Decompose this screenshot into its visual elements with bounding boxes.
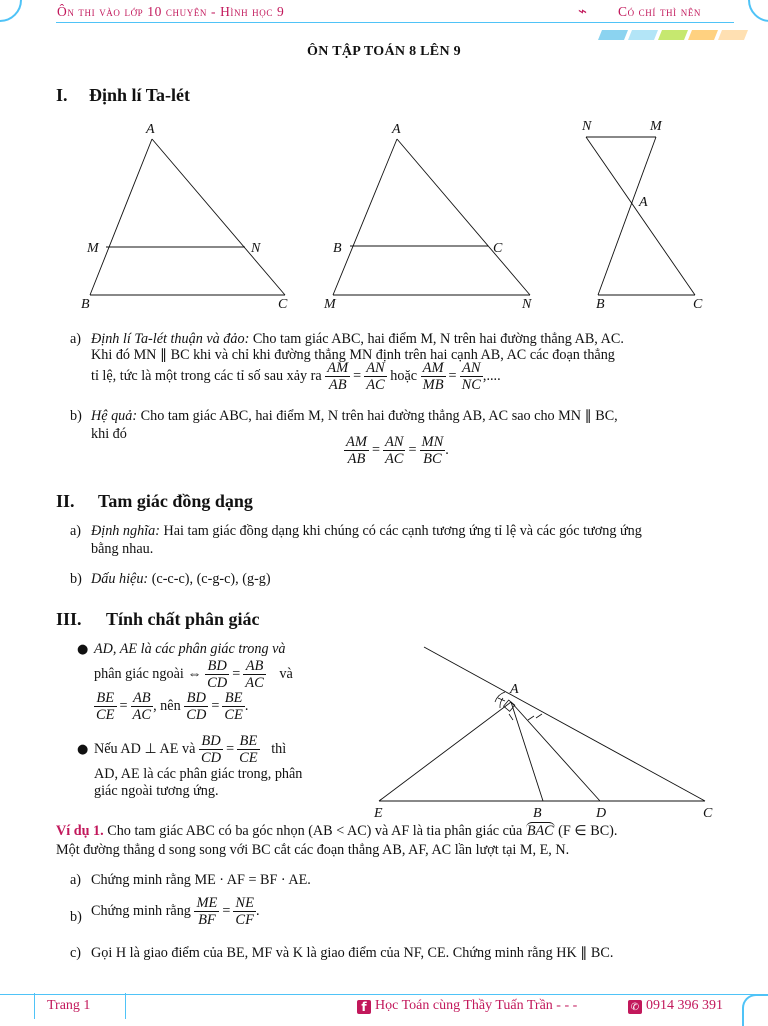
fraction-ab-ac: [243, 658, 266, 691]
definition-title: Định nghĩa:: [91, 523, 160, 539]
frac-den: AC: [384, 451, 404, 467]
frac-num: AN: [384, 434, 404, 450]
example1-item-b-label: b): [70, 909, 82, 925]
talet-figure-1: [81, 122, 288, 312]
fig1-label-A: A: [146, 122, 155, 137]
frac-num: AB: [131, 690, 154, 707]
frac-den: BF: [198, 912, 216, 928]
bisector-point1-line1: AD, AE là các phân giác trong và: [94, 641, 286, 657]
fig1-label-C: C: [278, 297, 288, 312]
fig2-label-B: B: [333, 241, 342, 256]
example1-item-a-label: a): [70, 872, 82, 888]
talet-tail: ,....: [482, 368, 501, 384]
fig2-label-N: N: [522, 297, 532, 312]
bisector-figure: [360, 640, 740, 825]
frac-den: CD: [186, 707, 207, 723]
frac-num: BD: [184, 690, 208, 707]
fig3-label-M: M: [650, 119, 662, 134]
frac-num: AB: [243, 658, 266, 675]
frac-num: AN: [366, 360, 385, 376]
corollary-formula: $\frac{AM}{AB}$ = $\frac{AN}{AC}$ = $\frac{MN}{BC}$ .: [346, 434, 449, 467]
facebook-icon: f: [357, 1000, 371, 1014]
criteria-title: Dấu hiệu:: [91, 571, 149, 587]
footer-page-number: Trang 1: [47, 998, 91, 1013]
example1-line1: [56, 822, 746, 841]
bisector-label-B: B: [533, 806, 542, 821]
fraction-be-ce: [222, 690, 245, 723]
bisector-point1-line2: phân giác ngoài ⇔ $\frac{BD}{CD}$ = $\frac{AB}{AC}$ và: [94, 658, 293, 691]
example1-item-c-text: Gọi H là giao điểm của BE, MF và K là giao điểm của NF, CE. Chứng minh rằng HK ∥ BC.: [91, 945, 614, 961]
frac-den: AC: [132, 707, 152, 723]
section3-heading: Tính chất phân giác: [106, 609, 260, 629]
frac-den: CE: [224, 707, 243, 723]
fraction-bd-cd: [205, 658, 229, 691]
bisector-label-D: D: [596, 806, 607, 821]
stripes-graphic: [598, 30, 748, 40]
fraction-am-ab: [325, 360, 350, 393]
frac-den: CD: [207, 675, 228, 691]
bisector-point2-line2: AD, AE là các phân giác trong, phân: [94, 766, 303, 782]
section2-heading-number: II.: [56, 491, 75, 511]
fraction-am-mb: [421, 360, 446, 393]
example1-item-b: Chứng minh rằng $\frac{ME}{BF}$ = $\frac{NE}{CF}$ .: [91, 895, 260, 928]
bisector-then-text: thì: [271, 741, 287, 757]
section2-item-a-line1: [91, 522, 741, 541]
frac-num: AM: [327, 360, 349, 376]
corollary-line1-text: Cho tam giác ABC, hai điểm M, N trên hai đường thẳng AB, AC sao cho MN ∥ BC,: [137, 408, 618, 424]
bisector-label-E: E: [374, 806, 383, 821]
section2-item-a-line2: bằng nhau.: [91, 541, 154, 557]
section2-heading: Tam giác đồng dạng: [98, 491, 253, 511]
section1-heading-number: I.: [56, 85, 68, 105]
example1-label: Ví dụ 1.: [56, 823, 104, 839]
fig1-label-M: M: [87, 241, 99, 256]
example1-item-a-text: Chứng minh rằng ME · AF = BF · AE.: [91, 872, 311, 888]
talet-figures: [0, 112, 768, 312]
page-title: ÔN TẬP TOÁN 8 LÊN 9: [307, 44, 461, 59]
bisector-point2-line3: giác ngoài tương ứng.: [94, 783, 219, 799]
fraction-ne-cf: [233, 895, 256, 928]
frac-num: BD: [205, 658, 229, 675]
talet-line3-text: tỉ lệ, tức là một trong các tỉ số sau xảy ra: [91, 368, 322, 384]
angle-bac: BAC: [526, 823, 554, 839]
fig3-label-C: C: [693, 297, 703, 312]
frac-num: BD: [199, 733, 223, 750]
frac-den: CD: [200, 750, 222, 766]
fraction-ab-ac: [131, 690, 154, 723]
section1-item-a-label: a): [70, 331, 82, 347]
section1-item-b-line1: [91, 407, 741, 426]
section1-item-b-label: b): [70, 408, 82, 424]
fraction-me-bf: [194, 895, 219, 928]
bisector-point1-line3: $\frac{BE}{CE}$ = $\frac{AB}{AC}$ , nên $\frac{BD}{CD}$ = $\frac{BE}{CE}$ .: [96, 690, 249, 723]
bisector-label-C: C: [703, 806, 713, 821]
fraction-an-nc: [460, 360, 483, 393]
section3-heading-number: III.: [56, 609, 82, 629]
section2-item-b-line: [91, 570, 271, 589]
bisector-if-text: Nếu AD ⊥ AE và: [94, 741, 196, 757]
fig1-label-B: B: [81, 297, 90, 312]
usb-icon: ⌁: [578, 2, 588, 20]
section2-item-b-label: b): [70, 571, 82, 587]
fig3-label-N: N: [582, 119, 592, 134]
talet-theorem-title: Định lí Ta-lét thuận và đảo:: [91, 331, 250, 347]
fig2-label-A: A: [392, 122, 401, 137]
fraction-be-ce: [237, 733, 260, 766]
frac-num: AM: [346, 434, 367, 450]
header-right-text: Có chí thì nên: [618, 4, 702, 19]
frac-den: BC: [423, 451, 442, 467]
fraction-bd-cd: [199, 733, 223, 766]
talet-or-text: hoặc: [390, 368, 418, 384]
criteria-text: (c-c-c), (c-g-c), (g-g): [148, 571, 271, 587]
frac-den: AC: [245, 675, 264, 691]
corner-decoration-right: [748, 0, 768, 22]
phone-icon: ✆: [628, 1000, 642, 1014]
footer-decoration-right: [742, 994, 768, 1026]
section2-item-a-label: a): [70, 523, 82, 539]
frac-den: CE: [96, 707, 115, 723]
frac-num: MN: [421, 434, 444, 450]
fraction-bd-cd: [184, 690, 208, 723]
frac-den: AC: [366, 377, 385, 393]
bullet-icon: ●: [77, 742, 89, 757]
talet-line1-text: Cho tam giác ABC, hai điểm M, N trên hai đường thẳng AB, AC.: [249, 331, 624, 347]
frac-num: ME: [196, 895, 218, 911]
bullet-icon: ●: [77, 642, 89, 657]
talet-figure-2: [323, 122, 532, 312]
section1-item-a-line2: Khi đó MN ∥ BC khi và chỉ khi đường thẳng MN định trên hai cạnh AB, AC các đoạn thẳng: [91, 347, 615, 363]
bisector-point2-line1: Nếu AD ⊥ AE và $\frac{BD}{CD}$ = $\frac{BE}{CE}$ thì: [94, 733, 287, 766]
fig1-label-N: N: [251, 241, 261, 256]
fraction-an-ac: [383, 434, 406, 467]
header-color-stripes: [598, 25, 748, 35]
fig3-label-A: A: [639, 195, 648, 210]
talet-figure-3: [581, 119, 703, 312]
frac-den: AB: [328, 377, 347, 393]
fig3-label-B: B: [596, 297, 605, 312]
frac-den: AB: [347, 451, 366, 467]
bisector-so-text: , nên: [153, 698, 181, 714]
example1-line2: Một đường thẳng d song song với BC cắt các đoạn thẳng AB, AF, AC lần lượt tại M, E, N.: [56, 842, 570, 858]
frac-num: AN: [460, 360, 483, 377]
example1-item-b-text: Chứng minh rằng: [91, 903, 191, 919]
fig2-label-M: M: [324, 297, 336, 312]
definition-text: Hai tam giác đồng dạng khi chúng có các cạnh tương ứng tỉ lệ và các góc tương ứng: [159, 523, 642, 539]
frac-den: NC: [461, 377, 481, 393]
frac-num: BE: [94, 690, 117, 707]
frac-num: AM: [422, 360, 444, 376]
fraction-be-ce: [94, 690, 117, 723]
bisector-and-text: và: [279, 666, 293, 682]
frac-den: MB: [422, 377, 444, 393]
example1-text-a: Cho tam giác ABC có ba góc nhọn (AB < AC) và AF là tia phân giác của: [103, 823, 526, 839]
fraction-an-ac: [364, 360, 387, 393]
section1-item-a-line3: tỉ lệ, tức là một trong các tỉ số sau xảy ra $\frac{AM}{AB}$ = $\frac{AN}{AC}$ hoặc $\frac{AM}{MB}$ = $\frac{AN}{NC}$ ,....: [91, 360, 501, 393]
bisector-label-A: A: [510, 682, 519, 697]
frac-den: CE: [239, 750, 258, 766]
corollary-title: Hệ quả:: [91, 408, 138, 424]
header-rule: [56, 22, 734, 23]
fraction-am-ab: [344, 434, 369, 467]
fraction-mn-bc: [420, 434, 446, 467]
section1-item-b-line2: khi đó: [91, 426, 127, 442]
frac-num: BE: [222, 690, 245, 707]
footer-phone: 0914 396 391: [646, 998, 723, 1013]
bisector-iff-text: phân giác ngoài ⇔: [94, 666, 202, 682]
section1-heading: Định lí Ta-lét: [89, 85, 191, 105]
example1-text-b: (F ∈ BC).: [554, 823, 618, 839]
corner-decoration-left: [0, 0, 22, 22]
example1-item-c-label: c): [70, 945, 82, 961]
frac-num: NE: [235, 895, 254, 911]
footer-facebook-text: Học Toán cùng Thầy Tuấn Trần - - -: [375, 998, 578, 1013]
header-left-text: Ôn thi vào lớp 10 chuyên - Hình học 9: [57, 4, 285, 19]
frac-num: BE: [237, 733, 260, 750]
fig2-label-C: C: [493, 241, 503, 256]
frac-den: CF: [235, 912, 254, 928]
